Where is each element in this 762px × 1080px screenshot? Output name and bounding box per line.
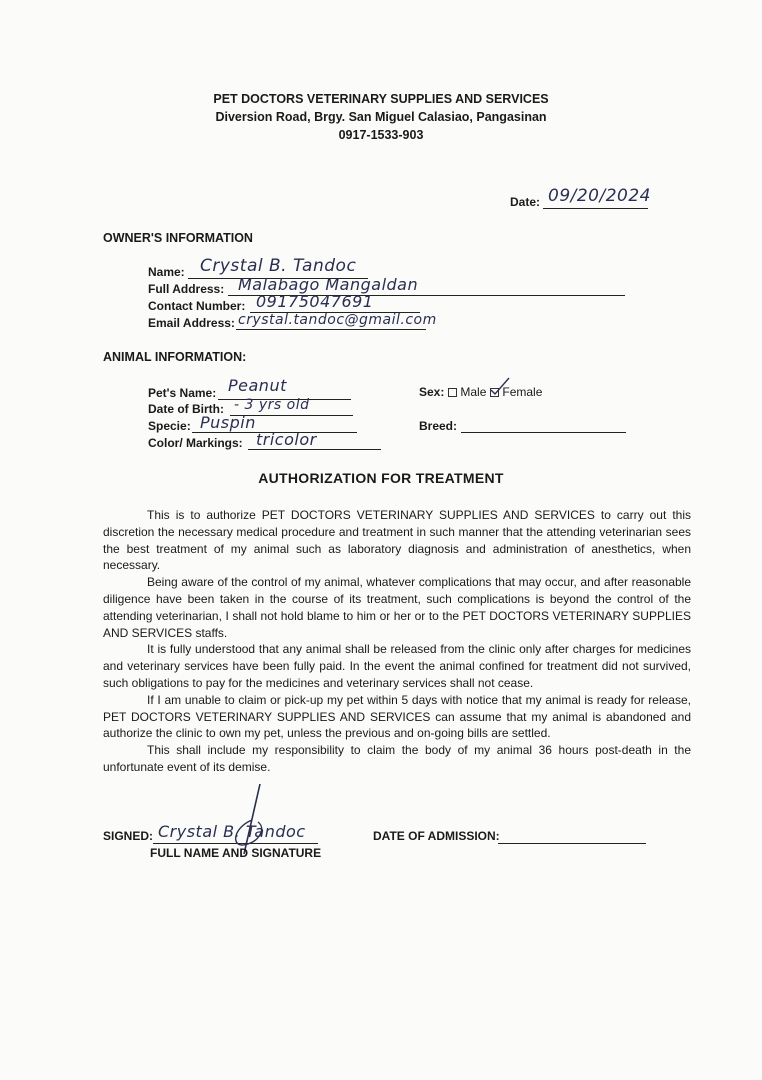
specie-label: Specie: — [148, 419, 191, 433]
color-value: tricolor — [256, 430, 317, 449]
authorization-title: AUTHORIZATION FOR TREATMENT — [258, 470, 504, 486]
owner-email-value: crystal.tandoc@gmail.com — [238, 312, 437, 328]
admission-line — [498, 843, 646, 844]
owner-email-line — [236, 329, 426, 330]
date-label: Date: — [510, 195, 541, 209]
color-label: Color/ Markings: — [148, 436, 243, 450]
color-line — [248, 449, 381, 450]
dob-label: Date of Birth: — [148, 402, 224, 416]
owner-email-label: Email Address: — [148, 316, 235, 330]
company-address: Diversion Road, Brgy. San Miguel Calasiao, Pangasinan — [215, 110, 547, 124]
owner-address-value: Malabago Mangaldan — [238, 275, 419, 294]
pet-name-label: Pet's Name: — [148, 386, 217, 400]
authorization-paragraph: Being aware of the control of my animal, whatever complications that may occur, and after reasonable diligence have been taken in the course of its treatment, such complications is beyond the control of the attending veterinarian, I shall not hold blame to him or her or to the PET DOCTORS VETERINARY SUPPLIES AND SERVICES staffs. — [103, 575, 691, 640]
company-phone: 0917-1533-903 — [338, 128, 424, 142]
animal-section-title: ANIMAL INFORMATION: — [103, 350, 247, 364]
owner-address-label: Full Address: — [148, 282, 225, 296]
sex-male-label: Male — [460, 385, 487, 399]
company-name: PET DOCTORS VETERINARY SUPPLIES AND SERVICES — [213, 92, 549, 106]
authorization-paragraph: This shall include my responsibility to claim the body of my animal 36 hours post-death in the unfortunate event of its demise. — [103, 743, 691, 774]
signed-label: SIGNED: — [103, 829, 154, 843]
owner-name-label: Name: — [148, 265, 185, 279]
authorization-paragraph: This is to authorize PET DOCTORS VETERINARY SUPPLIES AND SERVICES to carry out this discretion the necessary medical procedure and treatment in such manner that the attending veterinarian sees the best treatment of my animal such as laboratory diagnosis and administration of anesthetics, when necessary. — [103, 508, 691, 573]
pet-name-value: Peanut — [228, 376, 287, 395]
owner-contact-value: 09175047691 — [256, 292, 374, 311]
sex-female-checkbox[interactable] — [490, 388, 499, 397]
authorization-paragraph: It is fully understood that any animal shall be released from the clinic only after charges for medicines and veterinary services have been fully paid. In the event the animal confined for treatment did not survived, such obligations to pay for the medicines and veterinary services shall not cease. — [103, 642, 691, 690]
check-mark-icon — [489, 376, 511, 396]
owner-contact-label: Contact Number: — [148, 299, 246, 313]
breed-label: Breed: — [419, 419, 458, 433]
authorization-body — [103, 507, 691, 776]
dob-value: - 3 yrs old — [234, 397, 310, 413]
authorization-paragraph: If I am unable to claim or pick-up my pet within 5 days with notice that my animal is ready for release, PET DOCTORS VETERINARY SUPPLIES AND SERVICES can assume that my animal is abandoned and authorize the clinic to own my pet, unless the previous and on-going bills are settled. — [103, 692, 691, 741]
sex-male-checkbox[interactable] — [448, 388, 457, 397]
sex-field — [419, 385, 542, 399]
date-value: 09/20/2024 — [548, 186, 651, 206]
signature-caption: FULL NAME AND SIGNATURE — [150, 846, 322, 860]
owner-section-title: OWNER'S INFORMATION — [103, 231, 253, 245]
date-line — [543, 208, 648, 209]
admission-label: DATE OF ADMISSION: — [373, 829, 500, 843]
signed-value: Crystal B. Tandoc — [158, 822, 306, 841]
owner-name-value: Crystal B. Tandoc — [200, 256, 357, 276]
sex-label: Sex: — [419, 385, 445, 399]
sex-female-label: Female — [502, 385, 543, 399]
breed-line — [461, 432, 626, 433]
specie-value: Puspin — [200, 413, 256, 432]
